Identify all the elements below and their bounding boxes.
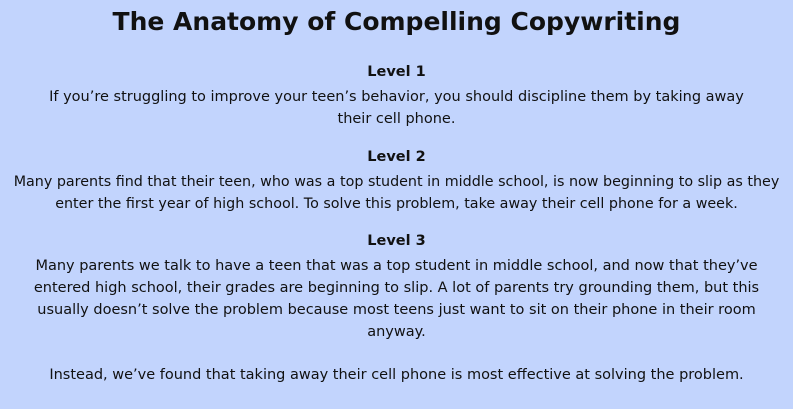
level-3-heading: Level 3 [367, 233, 426, 249]
level-2-heading: Level 2 [367, 149, 426, 165]
level-1-body: If you’re struggling to improve your teen’s behavior, you should discipline them by taking away their cell phone. [49, 89, 744, 127]
page-title: The Anatomy of Compelling Copywriting [112, 7, 681, 36]
level-3-body: Many parents we talk to have a teen that was a top student in middle school, and now that they’ve entered high school, their grades are beginning to slip. A lot of parents try grounding them, but this usually doesn’t solve the problem because most teens just want to sit on their phone in their room anyway. [33, 258, 760, 340]
level-1-heading: Level 1 [367, 64, 426, 80]
level-3-conclusion: Instead, we’ve found that taking away their cell phone is most effective at solving the problem. [49, 367, 744, 383]
level-2-body: Many parents find that their teen, who was a top student in middle school, is now beginning to slip as they enter the first year of high school. To solve this problem, take away their cell phone for a week. [13, 174, 780, 212]
